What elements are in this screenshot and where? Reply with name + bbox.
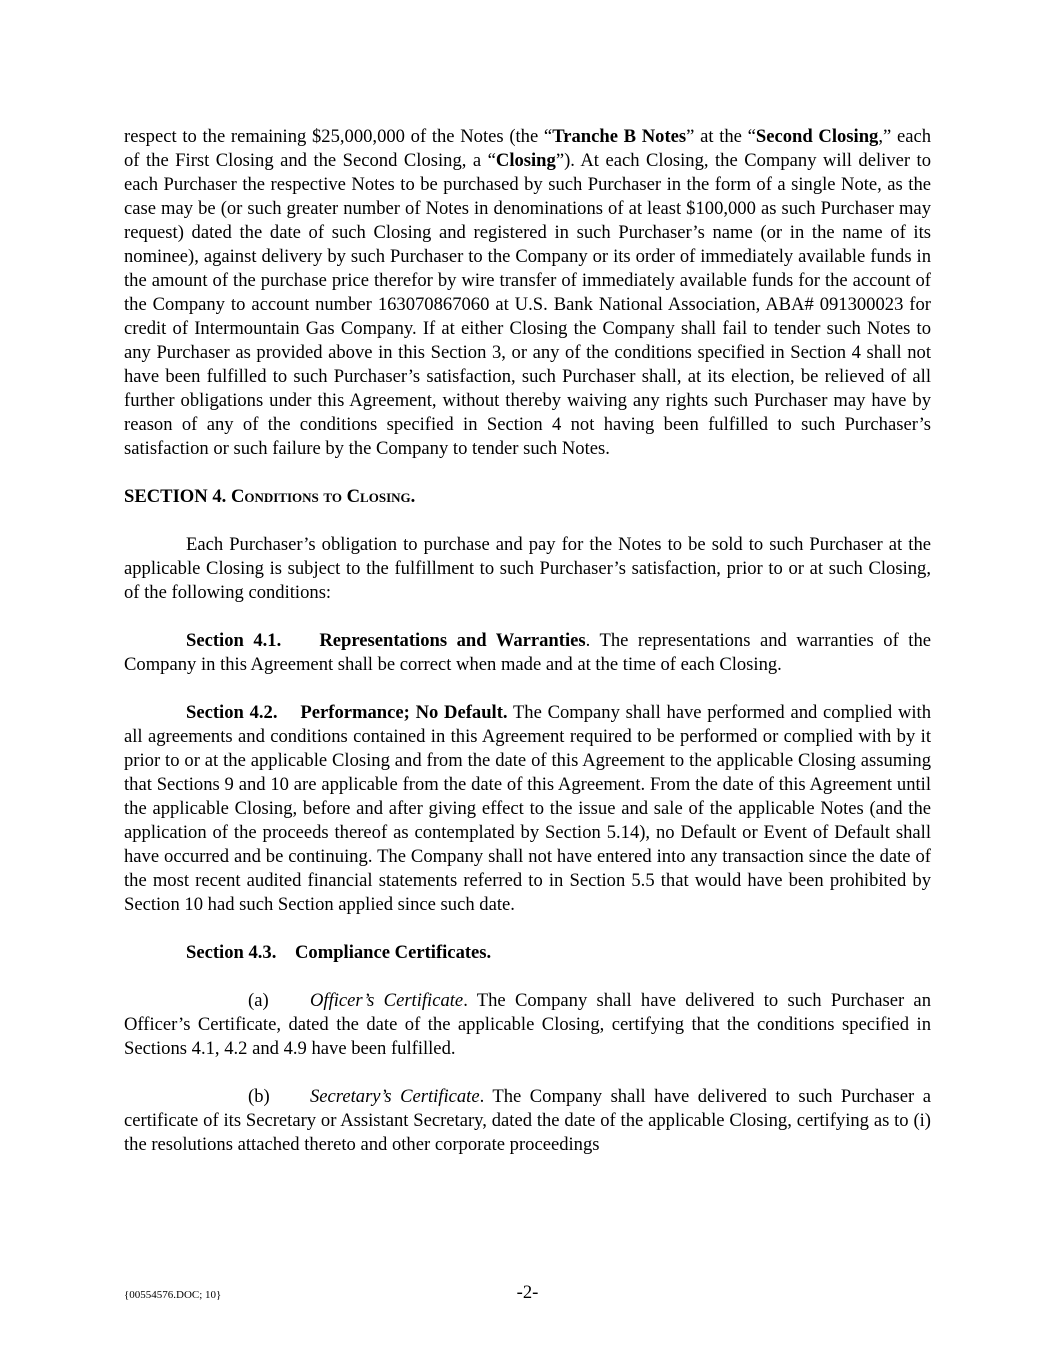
section-4-3-title: Compliance Certificates.	[294, 942, 492, 963]
section-4-2-paragraph	[124, 701, 931, 917]
section-4-2-title: Performance; No Default.	[300, 702, 508, 723]
document-body	[124, 125, 931, 1157]
paragraph-closing-terms	[124, 125, 931, 461]
section-4-1-title: Representations and Warranties	[319, 630, 586, 651]
section-4-intro: Each Purchaser’s obligation to purchase and pay for the Notes to be sold to such Purchaser at the applicable Closing is subject to the fulfillment to such Purchaser’s satisfaction, prior to or at such Closing, of the following conditions:	[124, 534, 931, 603]
item-a-text: . The Company shall have delivered to such Purchaser an Officer’s Certificate, dated the date of the applicable Closing, certifying that the conditions specified in Sections 4.1, 4.2 and 4.9 have been fulfilled.	[124, 990, 931, 1059]
section-4-number: SECTION 4.	[124, 486, 227, 507]
footer-document-id: {00554576.DOC; 10}	[124, 1289, 222, 1301]
text-run: ”). At each Closing, the Company will deliver to each Purchaser the respective Notes to be purchased by such Purchaser in the form of a single Note, as the case may be (or such greater number of Notes in denominations of at least $100,000 as such Purchaser may request) dated the date of such Closing and registered in such Purchaser’s name (or in the name of its nominee), against delivery by such Purchaser to the Company or its order of immediately available funds in the amount of the purchase price therefor by wire transfer of immediately available funds for the account of the Company to account number 163070867060 at U.S. Bank National Association, ABA# 091300023 for credit of Intermountain Gas Company. If at either Closing the Company shall fail to tender such Notes to any Purchaser as provided above in this Section 3, or any of the conditions specified in Section 4 shall not have been fulfilled to such Purchaser’s satisfaction, such Purchaser shall, at its election, be relieved of all further obligations under this Agreement, without thereby waiving any rights such Purchaser may have by reason of any of the conditions specified in Section 4 not having been fulfilled to such Purchaser’s satisfaction or such failure by the Company to tender such Notes.	[124, 150, 931, 459]
section-4-title: Conditions to Closing.	[230, 486, 416, 507]
item-b-title: Secretary’s Certificate	[310, 1086, 480, 1107]
section-4-3-heading	[124, 941, 931, 965]
item-b-paragraph	[124, 1085, 931, 1157]
defined-term-second-closing: Second Closing	[755, 126, 879, 147]
item-b-label: (b)	[248, 1086, 270, 1107]
section-4-3-number: Section 4.3.	[186, 942, 277, 963]
item-a-label: (a)	[248, 990, 269, 1011]
section-4-heading	[124, 485, 931, 509]
section-4-1-paragraph	[124, 629, 931, 677]
item-b-text: . The Company shall have delivered to such Purchaser a certificate of its Secretary or Assistant Secretary, dated the date of the applicable Closing, certifying as to (i) the resolutions attached thereto and other corporate proceedings	[124, 1086, 931, 1155]
item-a-paragraph	[124, 989, 931, 1061]
text-run: ,” each of the First Closing and the Second Closing, a “	[124, 126, 931, 171]
section-4-1-text: . The representations and warranties of the Company in this Agreement shall be correct when made and at the time of each Closing.	[124, 630, 931, 675]
defined-term-tranche-b-notes: Tranche B Notes	[552, 126, 687, 147]
section-4-2-text: The Company shall have performed and complied with all agreements and conditions contained in this Agreement required to be performed or complied with by it prior to or at the applicable Closing and from the date of this Agreement to the applicable Closing assuming that Sections 9 and 10 are applicable from the date of this Agreement. From the date of this Agreement until the applicable Closing, before and after giving effect to the issue and sale of the applicable Notes (and the application of the proceeds thereof as contemplated by Section 5.14), no Default or Event of Default shall have occurred and be continuing. The Company shall not have entered into any transaction since the date of the most recent audited financial statements referred to in Section 5.5 that would have been prohibited by Section 10 had such Section applied since such date.	[124, 702, 932, 915]
section-4-1-number: Section 4.1.	[186, 630, 282, 651]
item-a-title: Officer’s Certificate	[310, 990, 464, 1011]
footer-page-number: -2-	[516, 1282, 539, 1303]
text-run: ” at the “	[686, 126, 756, 147]
text-run: respect to the remaining $25,000,000 of the Notes (the “	[124, 126, 553, 147]
defined-term-closing: Closing	[495, 150, 556, 171]
section-4-2-number: Section 4.2.	[186, 702, 278, 723]
